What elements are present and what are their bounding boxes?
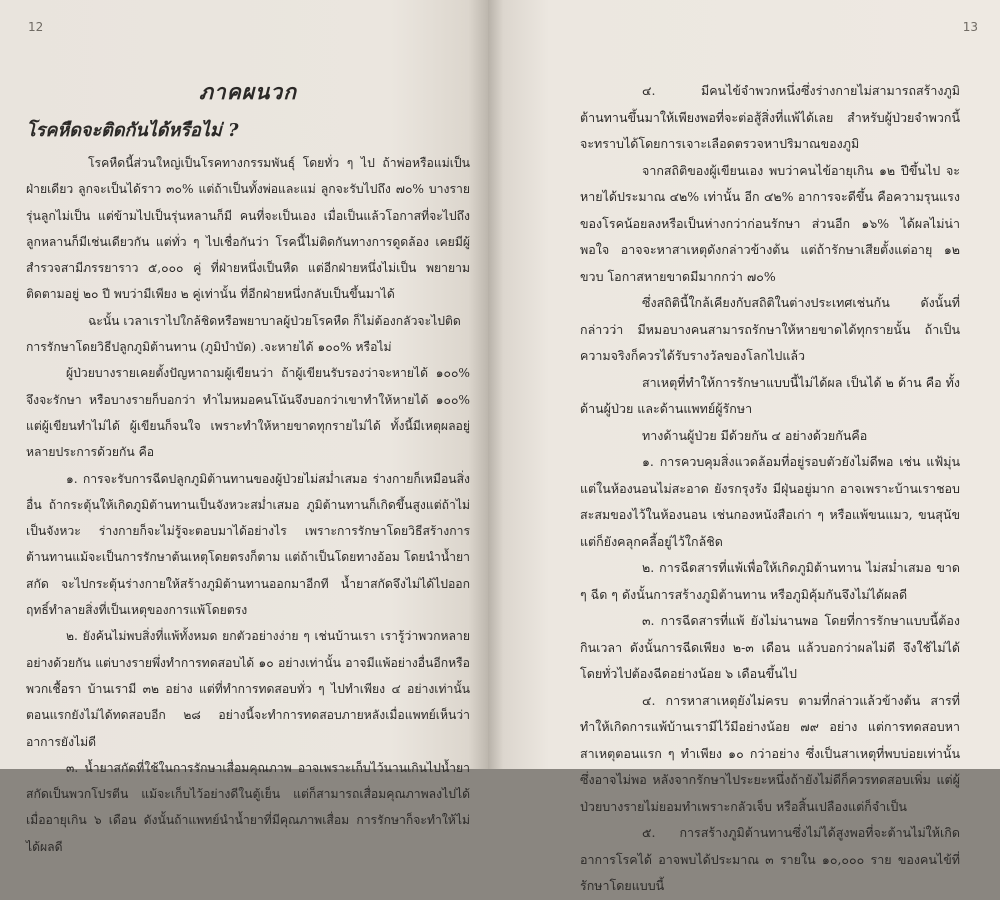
paragraph: ๓. น้ำยาสกัดที่ใช้ในการรักษาเสื่อมคุณภาพ อาจเพราะเก็บไว้นานเกินไปน้ำยาสกัดเป็นพวกโปรตีน แม้จะเก็บไว้อย่างดีในตู้เย็น แต่ก็สามารถเสื่อมคุณภาพลงไปได้ เมื่ออายุเกิน ๖ เดือน ดังนั้นถ้าแพทย์นำน้ำยาที่มีคุณภาพเสื่อม การรักษาก็จะทำให้ไม่ได้ผลดี (26, 760, 470, 854)
paragraph: ๓. การฉีดสารที่แพ้ ยังไม่นานพอ โดยที่การรักษาแบบนี้ต้องกินเวลา ดังนั้นการฉีดเพียง ๒-๓ เดือน แล้วบอกว่าผลไม่ดี จึงใช้ไม่ได้ โดยทั่วไปต้องฉีดอย่างน้อย ๖ เดือนขึ้นไป (580, 613, 960, 681)
right-page-body (580, 78, 960, 900)
paragraph: ๒. ยังค้นไม่พบสิ่งที่แพ้ทั้งหมด ยกตัวอย่างง่าย ๆ เช่นบ้านเรา เรารู้ว่าพวกหลายอย่างด้วยกัน แต่บางรายพึ่งทำการทดสอบได้ ๑๐ อย่างเท่านั้น อาจมีแพ้อย่างอื่นอีกหรือพวกเชื้อรา บ้านเรามี ๓๒ อย่าง แต่ที่ทำการทดสอบทั่ว ๆ ไปทำเพียง ๔ อย่างเท่านั้นตอนแรกยังไม่ได้ทดสอบอีก ๒๘ อย่างนี้จะทำการทดสอบภายหลังเมื่อแพทย์เห็นว่าอาการยังไม่ดี (26, 629, 470, 749)
paragraph: ทางด้านผู้ป่วย มีด้วยกัน ๔ อย่างด้วยกันคือ (642, 427, 868, 443)
paragraph: ฉะนั้น เวลาเราไปใกล้ชิดหรือพยาบาลผู้ป่วยโรคหืด ก็ไม่ต้องกลัวจะไปติด (88, 313, 461, 328)
paragraph: จากสถิติของผู้เขียนเอง พบว่าคนไข้อายุเกิน ๑๒ ปีขึ้นไป จะหายได้ประมาณ ๔๒% เท่านั้น อีก ๔๒% อาการจะดีขึ้น คือความรุนแรงของโรคน้อยลงหรือเป็นห่างกว่าก่อนรักษา ส่วนอีก ๑๖% ได้ผลไม่น่าพอใจ อาจจะหาสาเหตุดังกล่าวข้างต้น แต่ถ้ารักษาเสียตั้งแต่อายุ ๑๒ ขวบ โอกาสหายขาดมีมากกว่า ๗๐% (580, 162, 960, 284)
paragraph: การรักษาโดยวิธีปลูกภูมิต้านทาน (ภูมิบำบัด) .จะหายได้ ๑๐๐% หรือไม่ (26, 340, 392, 355)
page-number: 13 (962, 20, 978, 34)
paragraph: ๑. การควบคุมสิ่งแวดล้อมที่อยู่รอบตัวยังไม่ดีพอ เช่น แฟ้มุ่น แต่ในห้องนอนไม่สะอาด ยังรกรุงรัง มีฝุ่นอยู่มาก อาจเพราะบ้านเราชอบสะสมของไว้ในห้องนอน เช่นกองหนังสือเก่า ๆ หรือแพ้ขนแมว, ขนสุนัข แต่ก็ยังคลุกคลี้อยู่ไว้ใกล้ชิด (580, 454, 960, 549)
left-page (0, 0, 488, 854)
paragraph: ๒. การฉีดสารที่แพ้เพื่อให้เกิดภูมิต้านทาน ไม่สม่ำเสมอ ขาด ๆ ฉีด ๆ ดังนั้นการสร้างภูมิต้านทาน หรือภูมิคุ้มกันจึงไม่ได้ผลดี (580, 560, 960, 602)
paragraph: ๕. การสร้างภูมิต้านทานซึ่งไม่ได้สูงพอที่จะต้านไม่ให้เกิดอาการโรคได้ อาจพบได้ประมาณ ๓ รายใน ๑๐,๐๐๐ ราย ของคนไข้ที่รักษาโดยแบบนี้ (580, 825, 960, 893)
paragraph: โรคหืดนี้ส่วนใหญ่เป็นโรคทางกรรมพันธุ์ โดยทั่ว ๆ ไป ถ้าพ่อหรือแม่เป็นฝ่ายเดียว ลูกจะเป็นได้ราว ๓๐% แต่ถ้าเป็นทั้งพ่อและแม่ ลูกจะรับไปถึง ๗๐% บางรายรุ่นลูกไม่เป็น แต่ข้ามไปเป็นรุ่นหลานก็มี คนที่จะเป็นเอง เมื่อเป็นแล้วโอกาสที่จะไปถึงลูกหลานก็มีเช่นเดียวกัน แต่ทั่ว ๆ ไปเชื่อกันว่า โรคนี้ไม่ติดกันทางการดูดล้อง เคยมีผู้สำรวจสามีภรรยาราว ๕,๐๐๐ คู่ ที่ฝ่ายหนึ่งเป็นหืด แต่อีกฝ่ายหนึ่งไม่เป็น พยายามติดตามอยู่ ๒๐ ปี พบว่ามีเพียง ๒ คู่เท่านั้น ที่อีกฝ่ายหนึ่งกลับเป็นขึ้นมาได้ (26, 156, 470, 302)
appendix-heading: ภาคผนวก (199, 79, 297, 104)
paragraph: ซึ่งสถิตินี้ใกล้เคียงกับสถิติในต่างประเทศเช่นกัน ดังนั้นที่กล่าวว่า มีหมอบางคนสามารถรักษาให้หายขาดได้ทุกรายนั้น ถ้าเป็นความจริงก็ควรได้รับรางวัลของโลกไปแล้ว (580, 295, 960, 363)
paragraph: ๑. การจะรับการฉีดปลูกภูมิต้านทานของผู้ป่วยไม่สม่ำเสมอ ร่างกายก็เหมือนสิ่งอื่น ถ้ากระตุ้นให้เกิดภูมิต้านทานเป็นจังหวะสม่ำเสมอ ภูมิต้านทานก็เกิดขึ้นสูงแต่ถ้าไม่เป็นจังหวะ ร่างกายก็จะไม่รู้จะตอบมาได้อย่างไร เพราะการรักษาโดยวิธีสร้างการต้านทานแม้จะเป็นการรักษาต้นเหตุโดยตรงก็ตาม แต่ถ้าเป็นโดยทางอ้อม โดยนำน้ำยาสกัด จะไปกระตุ้นร่างกายให้สร้างภูมิต้านทานออกมาอีกที น้ำยาสกัดจึงไม่ได้ไปออกฤทธิ์ทำลายสิ่งที่เป็นเหตุของการแพ้โดยตรง (26, 471, 470, 618)
paragraph: ๔. การหาสาเหตุยังไม่ครบ ตามที่กล่าวแล้วข้างต้น สารที่ทำให้เกิดการแพ้บ้านเรามีไว้มีอย่างน้อย ๗๙ อย่าง แต่การทดสอบหาสาเหตุตอนแรก ๆ ทำเพียง ๑๐ กว่าอย่าง ซึ่งเป็นสาเหตุที่พบบ่อยเท่านั้น ซึ่งอาจไม่พอ หลังจากรักษาไประยะหนึ่งถ้ายังไม่ดีก็ควรทดสอบเพิ่ม แต่ผู้ป่วยบางรายไม่ยอมทำเพราะกลัวเจ็บ หรือสิ้นเปลืองแต่ก็จำเป็น (580, 692, 960, 814)
paragraph: สาเหตุที่ทำให้การรักษาแบบนี้ไม่ได้ผล เป็นได้ ๒ ด้าน คือ ทั้งด้านผู้ป่วย และด้านแพทย์ผู้รักษา (580, 374, 960, 416)
left-page-body (26, 150, 470, 860)
section-heading: โรคหืดจะติดกันได้หรือไม่ ? (26, 120, 239, 141)
right-page (488, 0, 1000, 893)
paragraph: ผู้ป่วยบางรายเคยตั้งปัญหาถามผู้เขียนว่า ถ้าผู้เขียนรับรองว่าจะหายได้ ๑๐๐% จึงจะรักษา หรือบางรายก็บอกว่า ทำไมหมอคนโน้นจึงบอกว่าเขาทำให้หายได้ ๑๐๐% แต่ผู้เขียนทำไม่ได้ ผู้เขียนก็จนใจ เพราะทำให้หายขาดทุกรายไม่ได้ ทั้งนี้มีเหตุผลอยู่หลายประการด้วยกัน คือ (26, 366, 470, 460)
page-number: 12 (28, 20, 44, 34)
paragraph: ๔. มีคนไข้จำพวกหนึ่งซึ่งร่างกายไม่สามารถสร้างภูมิต้านทานขึ้นมาให้เพียงพอที่จะต่อสู้สิ่งที่แพ้ได้เลย สำหรับผู้ป่วยจำพวกนี้ จะทราบได้โดยการเจาะเลือดตรวจหาปริมาณของภูมิ (580, 83, 960, 151)
